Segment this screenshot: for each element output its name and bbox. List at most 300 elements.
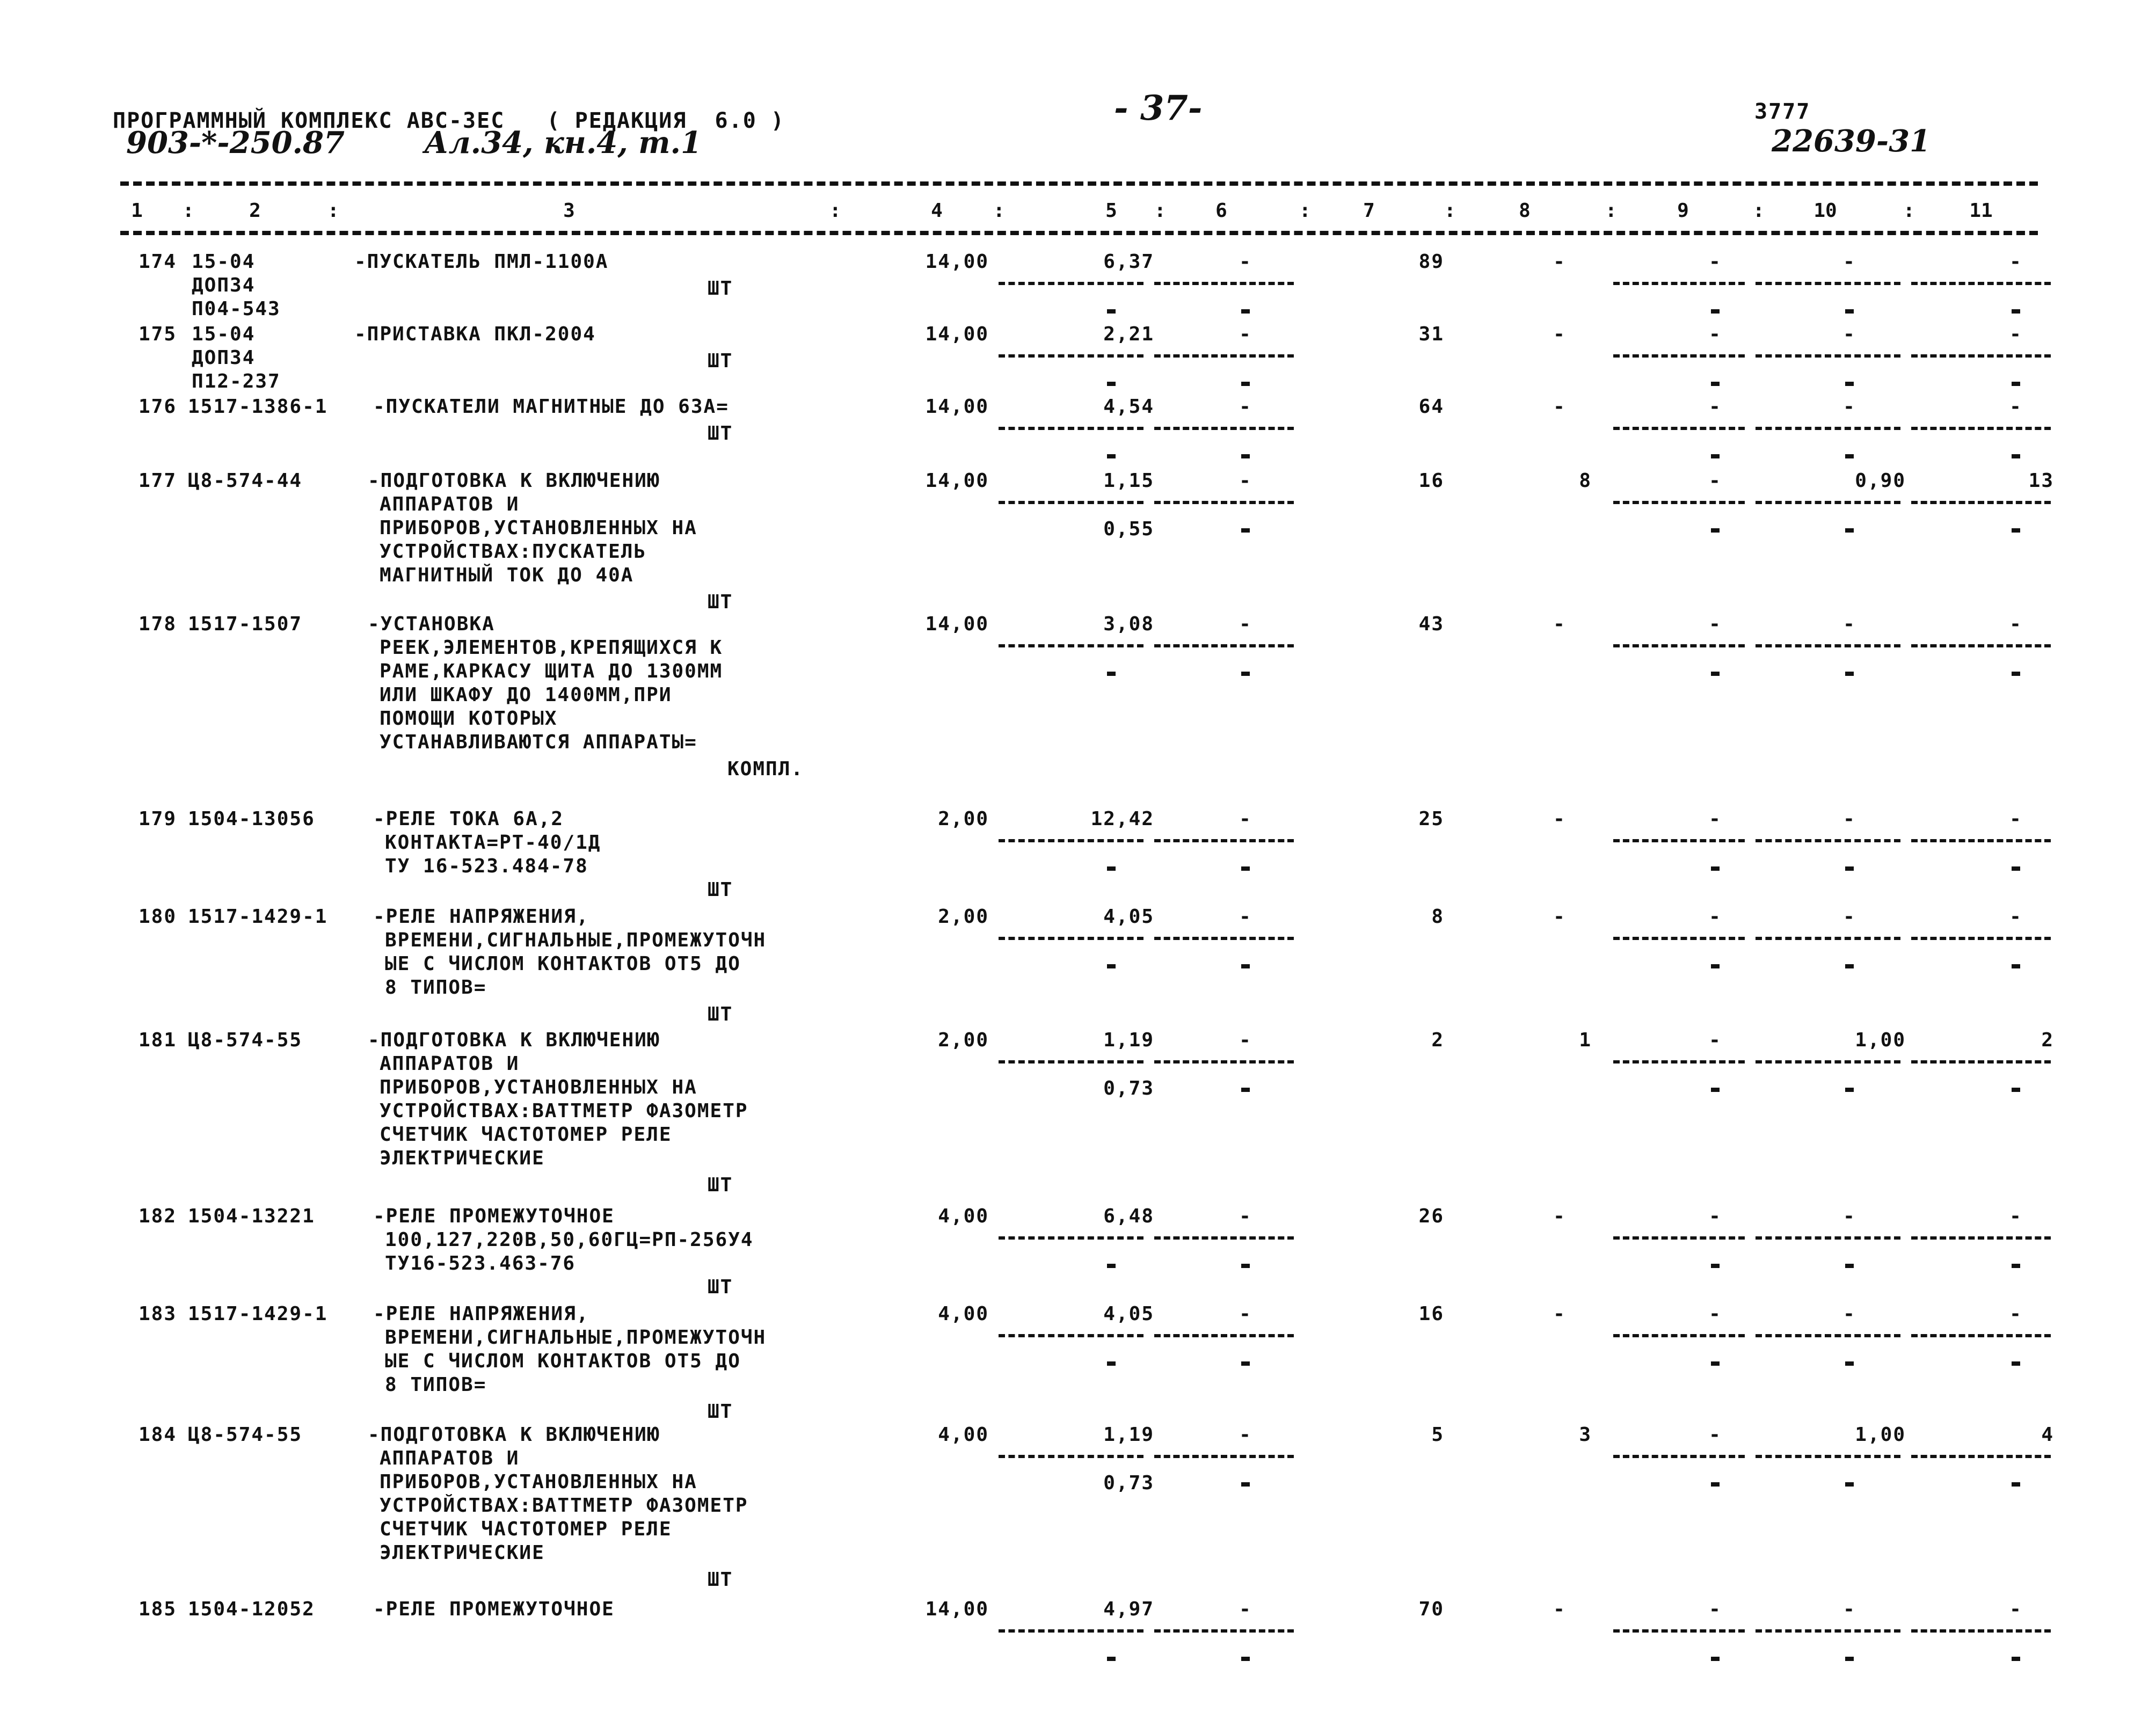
separator-dashes (1613, 354, 1745, 358)
dash-mark (1241, 1361, 1250, 1366)
dash-mark (1845, 1361, 1854, 1366)
work-description: АППАРАТОВ И (380, 493, 520, 515)
unit-of-measure: ШТ (708, 1276, 733, 1298)
col10-value: - (1843, 613, 1856, 635)
col8-value: 3 (1579, 1424, 1592, 1446)
column-number-8: 8 (1519, 200, 1531, 222)
col6-value: - (1239, 1205, 1252, 1227)
dash-mark (1845, 1264, 1854, 1268)
dash-mark (2012, 964, 2020, 968)
col11-value: - (2009, 1303, 2022, 1325)
sheet-code: 22639-31 (1772, 123, 1931, 159)
dash-mark (1711, 1088, 1720, 1092)
column-number-1: 1 (131, 200, 143, 222)
col8-value: - (1553, 323, 1566, 345)
col7-value: 5 (1431, 1424, 1444, 1446)
dash-mark (1107, 1361, 1116, 1366)
work-description: ЫЕ С ЧИСЛОМ КОНТАКТОВ ОТ5 ДО (385, 1350, 741, 1372)
separator-dashes (1154, 644, 1294, 647)
unit-cost: 6,37 (1103, 251, 1154, 273)
unit-cost: 1,19 (1103, 1424, 1154, 1446)
work-description: ТУ16-523.463-76 (385, 1252, 576, 1274)
separator-dashes (1154, 501, 1294, 504)
col6-value: - (1239, 808, 1252, 830)
separator-dashes (1911, 354, 2051, 358)
col7-value: 2 (1431, 1029, 1444, 1051)
unit-of-measure: КОМПЛ. (727, 758, 804, 780)
work-description: ПРИБОРОВ,УСТАНОВЛЕННЫХ НА (380, 1076, 697, 1098)
col11-value: - (2009, 323, 2022, 345)
unit-cost: 4,05 (1103, 906, 1154, 928)
dash-mark (1845, 1482, 1854, 1487)
separator-dashes (1756, 1236, 1900, 1240)
col11-value: - (2009, 906, 2022, 928)
work-description: -УСТАНОВКА (368, 613, 495, 635)
separator-dashes (1756, 354, 1900, 358)
dash-mark (2012, 528, 2020, 533)
col11-value: 2 (2041, 1029, 2054, 1051)
col7-value: 16 (1418, 1303, 1444, 1325)
quantity: 14,00 (925, 613, 989, 635)
dash-mark (1711, 1361, 1720, 1366)
row-number: 176 (139, 396, 177, 418)
work-description: МАГНИТНЫЙ ТОК ДО 40А (380, 564, 634, 586)
row-number: 174 (139, 251, 177, 273)
unit-of-measure: ШТ (708, 1003, 733, 1025)
row-number: 175 (139, 323, 177, 345)
quantity: 4,00 (938, 1424, 989, 1446)
dash-mark (1241, 454, 1250, 458)
dash-mark (1711, 309, 1720, 314)
col8-value: 1 (1579, 1029, 1592, 1051)
unit-cost: 2,21 (1103, 323, 1154, 345)
separator-dashes (1154, 839, 1294, 842)
separator-dashes (1154, 937, 1294, 940)
unit-of-measure: ШТ (708, 422, 733, 445)
col8-value: - (1553, 1205, 1566, 1227)
col9-value: - (1709, 808, 1722, 830)
separator-dashes (999, 354, 1143, 358)
column-separator-icon: : (1753, 200, 1765, 222)
separator-dashes (999, 937, 1143, 940)
unit-of-measure: ШТ (708, 879, 733, 901)
unit-cost: 1,15 (1103, 470, 1154, 492)
col8-value: - (1553, 613, 1566, 635)
col6-value: - (1239, 1303, 1252, 1325)
dash-mark (2012, 454, 2020, 458)
separator-dashes (1613, 937, 1745, 940)
column-separator-icon: : (993, 200, 1005, 222)
dash-mark (1711, 382, 1720, 386)
separator-dashes (1613, 1629, 1745, 1633)
separator-dashes (999, 1455, 1143, 1458)
position-code: ДОП34 (192, 347, 256, 369)
col9-value: - (1709, 1598, 1722, 1620)
unit-of-measure: ШТ (708, 350, 733, 372)
position-code: Ц8-574-44 (188, 470, 303, 492)
dash-mark (1241, 528, 1250, 533)
separator-dashes (1613, 1334, 1745, 1337)
col9-value: - (1709, 323, 1722, 345)
col6-value: - (1239, 251, 1252, 273)
header-bottom-rule (120, 231, 2038, 235)
separator-dashes (1756, 501, 1900, 504)
separator-dashes (1613, 1060, 1745, 1063)
row-number: 184 (139, 1424, 177, 1446)
dash-mark (1711, 528, 1720, 533)
col9-value: - (1709, 1205, 1722, 1227)
column-number-2: 2 (249, 200, 261, 222)
separator-dashes (1154, 1629, 1294, 1633)
unit-of-measure: ШТ (708, 1174, 733, 1196)
quantity: 14,00 (925, 1598, 989, 1620)
column-separator-icon: : (1299, 200, 1311, 222)
column-separator-icon: : (1903, 200, 1915, 222)
col7-value: 25 (1418, 808, 1444, 830)
position-code: Ц8-574-55 (188, 1424, 303, 1446)
doc-reference: 903-*-250.87 (126, 125, 345, 161)
position-code: 1517-1386-1 (188, 396, 328, 418)
dash-mark (1845, 866, 1854, 871)
work-description: -РЕЛЕ ПРОМЕЖУТОЧНОЕ (373, 1205, 615, 1227)
dash-mark (1107, 382, 1116, 386)
quantity: 4,00 (938, 1303, 989, 1325)
unit-cost-wages: 0,55 (1103, 518, 1154, 540)
dash-mark (1711, 672, 1720, 676)
separator-dashes (1613, 282, 1745, 285)
work-description: АППАРАТОВ И (380, 1447, 520, 1469)
dash-mark (2012, 1088, 2020, 1092)
work-description: УСТРОЙСТВАХ:ПУСКАТЕЛЬ (380, 541, 647, 563)
dash-mark (1107, 866, 1116, 871)
dash-mark (2012, 1482, 2020, 1487)
position-code: 1504-13221 (188, 1205, 315, 1227)
row-number: 177 (139, 470, 177, 492)
col10-value: 1,00 (1855, 1029, 1906, 1051)
column-separator-icon: : (1605, 200, 1617, 222)
position-code: 1517-1429-1 (188, 1303, 328, 1325)
work-description: -ПОДГОТОВКА К ВКЛЮЧЕНИЮ (368, 470, 660, 492)
work-description: -ПОДГОТОВКА К ВКЛЮЧЕНИЮ (368, 1029, 660, 1051)
dash-mark (2012, 866, 2020, 871)
col9-value: - (1709, 470, 1722, 492)
document-code: 3777 (1754, 99, 1811, 124)
col6-value: - (1239, 323, 1252, 345)
work-description: ПРИБОРОВ,УСТАНОВЛЕННЫХ НА (380, 517, 697, 539)
work-description: УСТРОЙСТВАХ:ВАТТМЕТР ФАЗОМЕТР (380, 1100, 748, 1122)
col10-value: - (1843, 906, 1856, 928)
col10-value: 1,00 (1855, 1424, 1906, 1446)
quantity: 2,00 (938, 906, 989, 928)
dash-mark (1845, 964, 1854, 968)
col10-value: - (1843, 1598, 1856, 1620)
separator-dashes (1911, 1236, 2051, 1240)
work-description: -ПОДГОТОВКА К ВКЛЮЧЕНИЮ (368, 1424, 660, 1446)
col10-value: 0,90 (1855, 470, 1906, 492)
separator-dashes (999, 501, 1143, 504)
work-description: ЭЛЕКТРИЧЕСКИЕ (380, 1147, 545, 1169)
dash-mark (1107, 1657, 1116, 1661)
col6-value: - (1239, 1424, 1252, 1446)
work-description: ЭЛЕКТРИЧЕСКИЕ (380, 1542, 545, 1564)
col11-value: 13 (2028, 470, 2054, 492)
column-separator-icon: : (183, 200, 194, 222)
separator-dashes (1154, 1455, 1294, 1458)
page-number: - 37- (1114, 88, 1203, 128)
separator-dashes (1756, 1455, 1900, 1458)
work-description: ЫЕ С ЧИСЛОМ КОНТАКТОВ ОТ5 ДО (385, 953, 741, 975)
dash-mark (1107, 1264, 1116, 1268)
col8-value: - (1553, 1598, 1566, 1620)
row-number: 179 (139, 808, 177, 830)
header-top-rule (120, 181, 2038, 186)
dash-mark (1241, 1657, 1250, 1661)
quantity: 14,00 (925, 251, 989, 273)
work-description: 100,127,220В,50,60ГЦ=РП-256У4 (385, 1229, 754, 1251)
col11-value: - (2009, 808, 2022, 830)
separator-dashes (999, 1060, 1143, 1063)
separator-dashes (999, 839, 1143, 842)
separator-dashes (1756, 282, 1900, 285)
program-header: ПРОГРАММНЫЙ КОМПЛЕКС АВС-3ЕС ( РЕДАКЦИЯ 6.0 ) (113, 108, 785, 133)
separator-dashes (999, 1236, 1143, 1240)
row-number: 183 (139, 1303, 177, 1325)
separator-dashes (999, 427, 1143, 430)
separator-dashes (999, 644, 1143, 647)
unit-cost: 6,48 (1103, 1205, 1154, 1227)
dash-mark (1845, 1088, 1854, 1092)
separator-dashes (1911, 1334, 2051, 1337)
separator-dashes (1911, 937, 2051, 940)
work-description: -РЕЛЕ НАПРЯЖЕНИЯ, (373, 1303, 589, 1325)
col6-value: - (1239, 470, 1252, 492)
work-description: 8 ТИПОВ= (385, 1374, 487, 1396)
dash-mark (2012, 672, 2020, 676)
column-separator-icon: : (1444, 200, 1456, 222)
separator-dashes (1613, 501, 1745, 504)
work-description: КОНТАКТА=РТ-40/1Д (385, 832, 601, 854)
column-number-9: 9 (1677, 200, 1689, 222)
unit-cost-wages: 0,73 (1103, 1472, 1154, 1494)
col7-value: 43 (1418, 613, 1444, 635)
col9-value: - (1709, 906, 1722, 928)
separator-dashes (1911, 1629, 2051, 1633)
col10-value: - (1843, 396, 1856, 418)
work-description: АППАРАТОВ И (380, 1053, 520, 1075)
dash-mark (1107, 672, 1116, 676)
position-code: 1504-13056 (188, 808, 315, 830)
separator-dashes (1613, 644, 1745, 647)
dash-mark (1711, 1657, 1720, 1661)
col11-value: - (2009, 1598, 2022, 1620)
column-number-5: 5 (1105, 200, 1117, 222)
col10-value: - (1843, 1303, 1856, 1325)
dash-mark (1241, 1482, 1250, 1487)
col11-value: - (2009, 396, 2022, 418)
work-description: УСТАНАВЛИВАЮТСЯ АППАРАТЫ= (380, 731, 697, 753)
col8-value: - (1553, 906, 1566, 928)
separator-dashes (1154, 282, 1294, 285)
dash-mark (1845, 454, 1854, 458)
unit-cost: 4,05 (1103, 1303, 1154, 1325)
col11-value: 4 (2041, 1424, 2054, 1446)
col9-value: - (1709, 396, 1722, 418)
col9-value: - (1709, 1029, 1722, 1051)
separator-dashes (1756, 839, 1900, 842)
dash-mark (1107, 454, 1116, 458)
column-separator-icon: : (1154, 200, 1166, 222)
dash-mark (1711, 1264, 1720, 1268)
separator-dashes (1756, 1060, 1900, 1063)
col6-value: - (1239, 613, 1252, 635)
separator-dashes (1154, 1334, 1294, 1337)
dash-mark (1241, 309, 1250, 314)
col9-value: - (1709, 1424, 1722, 1446)
separator-dashes (1911, 1455, 2051, 1458)
column-number-6: 6 (1215, 200, 1227, 222)
position-code: 15-04 (192, 251, 256, 273)
col10-value: - (1843, 808, 1856, 830)
separator-dashes (1613, 427, 1745, 430)
work-description: РЕЕК,ЭЛЕМЕНТОВ,КРЕПЯЩИХСЯ К (380, 637, 723, 659)
dash-mark (1711, 454, 1720, 458)
unit-cost: 12,42 (1090, 808, 1154, 830)
dash-mark (1241, 672, 1250, 676)
column-separator-icon: : (829, 200, 841, 222)
dash-mark (1107, 309, 1116, 314)
dash-mark (1241, 964, 1250, 968)
separator-dashes (1756, 937, 1900, 940)
col6-value: - (1239, 1029, 1252, 1051)
col6-value: - (1239, 1598, 1252, 1620)
column-number-7: 7 (1363, 200, 1375, 222)
dash-mark (1241, 382, 1250, 386)
separator-dashes (1154, 427, 1294, 430)
separator-dashes (999, 282, 1143, 285)
work-description: ПРИБОРОВ,УСТАНОВЛЕННЫХ НА (380, 1471, 697, 1493)
col8-value: - (1553, 1303, 1566, 1325)
work-description: -РЕЛЕ НАПРЯЖЕНИЯ, (373, 906, 589, 928)
work-description: -ПРИСТАВКА ПКЛ-2004 (354, 323, 596, 345)
unit-cost: 4,54 (1103, 396, 1154, 418)
separator-dashes (1911, 1060, 2051, 1063)
col7-value: 89 (1418, 251, 1444, 273)
row-number: 182 (139, 1205, 177, 1227)
unit-cost: 4,97 (1103, 1598, 1154, 1620)
col8-value: 8 (1579, 470, 1592, 492)
dash-mark (2012, 382, 2020, 386)
position-code: П04-543 (192, 298, 281, 320)
separator-dashes (1756, 427, 1900, 430)
col7-value: 31 (1418, 323, 1444, 345)
col8-value: - (1553, 396, 1566, 418)
separator-dashes (999, 1334, 1143, 1337)
row-number: 181 (139, 1029, 177, 1051)
separator-dashes (1911, 501, 2051, 504)
quantity: 2,00 (938, 1029, 989, 1051)
unit-of-measure: ШТ (708, 278, 733, 300)
work-description: -ПУСКАТЕЛИ МАГНИТНЫЕ ДО 63А= (373, 396, 729, 418)
position-code: 15-04 (192, 323, 256, 345)
work-description: ВРЕМЕНИ,СИГНАЛЬНЫЕ,ПРОМЕЖУТОЧН (385, 1327, 767, 1349)
col11-value: - (2009, 613, 2022, 635)
work-description: -ПУСКАТЕЛЬ ПМЛ-1100А (354, 251, 609, 273)
separator-dashes (1154, 1236, 1294, 1240)
separator-dashes (1911, 427, 2051, 430)
separator-dashes (1756, 1334, 1900, 1337)
col8-value: - (1553, 251, 1566, 273)
work-description: УСТРОЙСТВАХ:ВАТТМЕТР ФАЗОМЕТР (380, 1495, 748, 1517)
position-code: П12-237 (192, 370, 281, 392)
unit-cost: 1,19 (1103, 1029, 1154, 1051)
col6-value: - (1239, 396, 1252, 418)
dash-mark (1241, 866, 1250, 871)
row-number: 178 (139, 613, 177, 635)
col10-value: - (1843, 251, 1856, 273)
col6-value: - (1239, 906, 1252, 928)
work-description: -РЕЛЕ ПРОМЕЖУТОЧНОЕ (373, 1598, 615, 1620)
col7-value: 26 (1418, 1205, 1444, 1227)
unit-cost: 3,08 (1103, 613, 1154, 635)
column-number-10: 10 (1813, 200, 1837, 222)
quantity: 14,00 (925, 396, 989, 418)
col10-value: - (1843, 323, 1856, 345)
dash-mark (1845, 309, 1854, 314)
dash-mark (1845, 1657, 1854, 1661)
quantity: 14,00 (925, 323, 989, 345)
position-code: 1517-1507 (188, 613, 303, 635)
work-description: ТУ 16-523.484-78 (385, 855, 588, 877)
dash-mark (1845, 528, 1854, 533)
work-description: РАМЕ,КАРКАСУ ЩИТА ДО 1300ММ (380, 660, 723, 682)
dash-mark (1711, 866, 1720, 871)
col9-value: - (1709, 251, 1722, 273)
col7-value: 16 (1418, 470, 1444, 492)
col7-value: 64 (1418, 396, 1444, 418)
work-description: 8 ТИПОВ= (385, 977, 487, 999)
separator-dashes (999, 1629, 1143, 1633)
work-description: -РЕЛЕ ТОКА 6А,2 (373, 808, 564, 830)
dash-mark (2012, 309, 2020, 314)
separator-dashes (1613, 839, 1745, 842)
col9-value: - (1709, 613, 1722, 635)
position-code: ДОП34 (192, 274, 256, 296)
dash-mark (1711, 964, 1720, 968)
work-description: ИЛИ ШКАФУ ДО 1400ММ,ПРИ (380, 684, 672, 706)
col9-value: - (1709, 1303, 1722, 1325)
col7-value: 70 (1418, 1598, 1444, 1620)
position-code: 1504-12052 (188, 1598, 315, 1620)
separator-dashes (1154, 354, 1294, 358)
work-description: СЧЕТЧИК ЧАСТОТОМЕР РЕЛЕ (380, 1518, 672, 1540)
unit-of-measure: ШТ (708, 1401, 733, 1423)
dash-mark (2012, 1264, 2020, 1268)
dash-mark (1241, 1264, 1250, 1268)
dash-mark (2012, 1657, 2020, 1661)
row-number: 180 (139, 906, 177, 928)
work-description: ПОМОЩИ КОТОРЫХ (380, 708, 558, 730)
position-code: Ц8-574-55 (188, 1029, 303, 1051)
separator-dashes (1154, 1060, 1294, 1063)
unit-of-measure: ШТ (708, 591, 733, 613)
column-number-4: 4 (931, 200, 943, 222)
separator-dashes (1911, 644, 2051, 647)
column-number-3: 3 (563, 200, 575, 222)
quantity: 2,00 (938, 808, 989, 830)
position-code: 1517-1429-1 (188, 906, 328, 928)
work-description: ВРЕМЕНИ,СИГНАЛЬНЫЕ,ПРОМЕЖУТОЧН (385, 929, 767, 951)
dash-mark (1711, 1482, 1720, 1487)
